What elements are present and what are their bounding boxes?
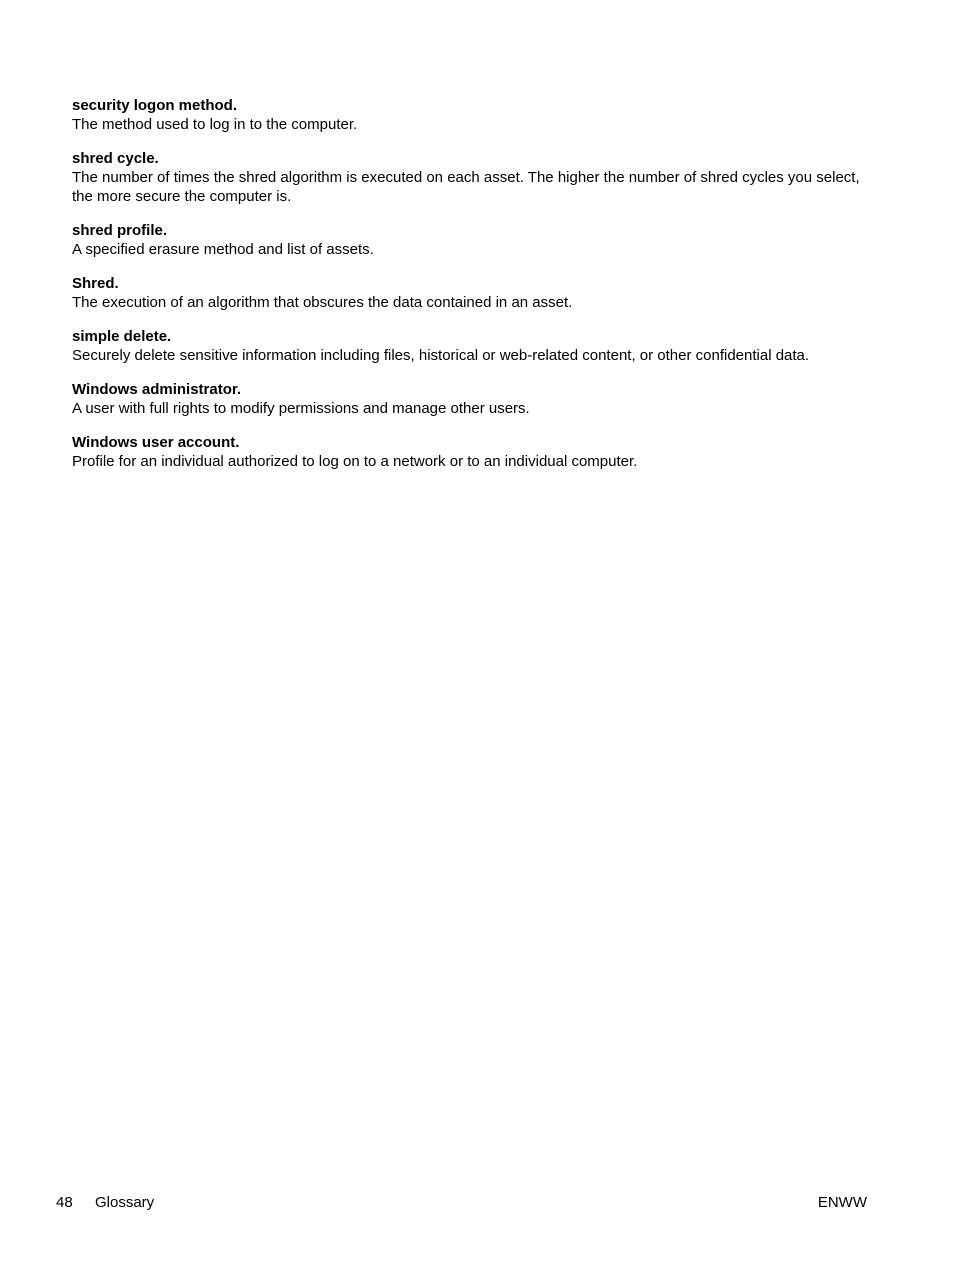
glossary-definition: Profile for an individual authorized to log on to a network or to an individual computer. (72, 453, 638, 470)
glossary-term: shred cycle. (72, 150, 159, 167)
glossary-entry-windows-user-account (72, 433, 872, 471)
glossary-definition: The execution of an algorithm that obscures the data contained in an asset. (72, 294, 573, 311)
glossary-term: security logon method. (72, 97, 238, 114)
glossary-entry-shred (72, 274, 872, 312)
glossary-entry-windows-administrator (72, 380, 872, 418)
glossary-list (72, 96, 872, 486)
glossary-entry-simple-delete (72, 327, 872, 365)
glossary-term: Windows administrator. (72, 381, 242, 398)
glossary-term: Windows user account. (72, 434, 240, 451)
footer-section-name: Glossary (95, 1194, 155, 1211)
glossary-entry-shred-profile (72, 221, 872, 259)
glossary-term: shred profile. (72, 222, 168, 239)
glossary-definition: A user with full rights to modify permissions and manage other users. (72, 400, 530, 417)
footer-document-code: ENWW (817, 1194, 867, 1211)
glossary-term: simple delete. (72, 328, 172, 345)
glossary-definition: The number of times the shred algorithm is executed on each asset. The higher the number of shred cycles you select, the more secure the computer is. (72, 169, 860, 205)
glossary-term: Shred. (72, 275, 119, 292)
glossary-definition: Securely delete sensitive information including files, historical or web-related content, or other confidential data. (72, 347, 810, 364)
glossary-entry-shred-cycle (72, 149, 872, 206)
glossary-entry-security-logon-method (72, 96, 872, 134)
glossary-definition: The method used to log in to the computer. (72, 116, 358, 133)
glossary-definition: A specified erasure method and list of assets. (72, 241, 374, 258)
page-number: 48 (56, 1194, 73, 1211)
